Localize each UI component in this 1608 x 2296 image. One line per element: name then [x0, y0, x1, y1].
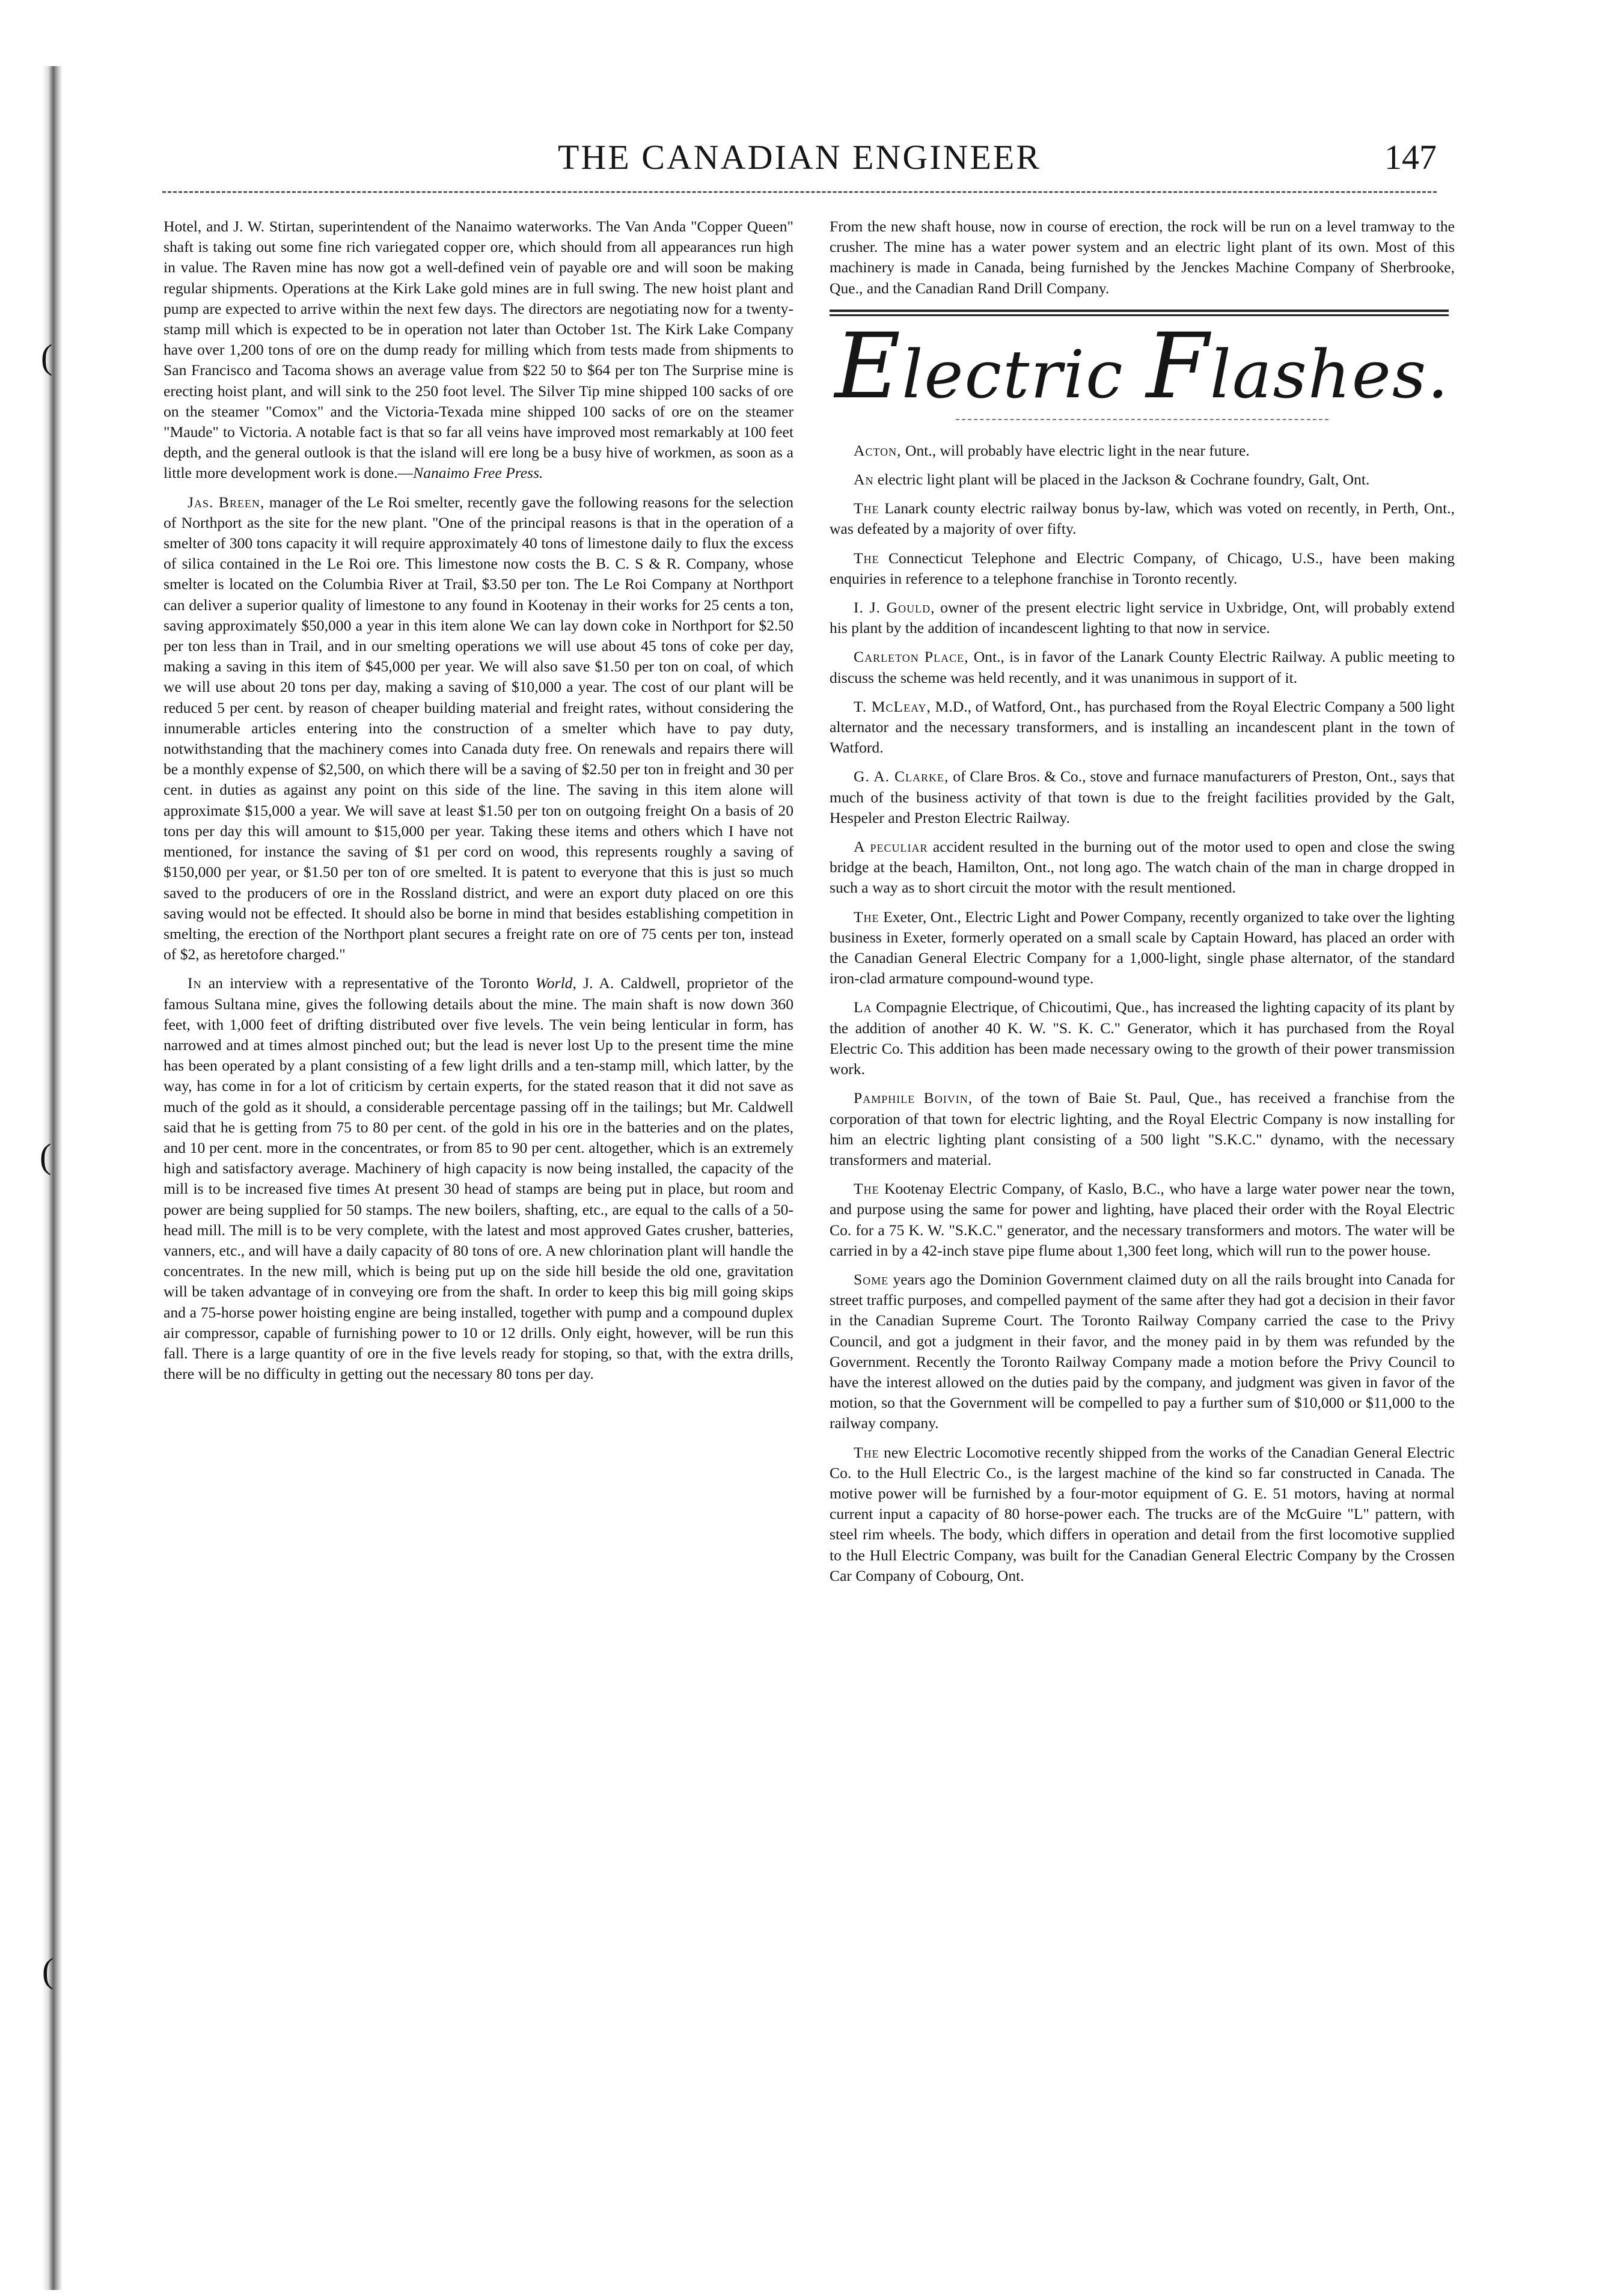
news-item-lead: Acton,	[854, 441, 902, 459]
news-item-text: Kootenay Electric Company, of Kaslo, B.C., who have a large water power near the town, and purpose using the same for power and lighting, have placed their order with the Royal Electric Co. for a 75 K. W. "S.K.C." generator, and the necessary transformers and motors. The water will be carried in by a 42-inch stave pipe flume about 1,300 feet long, which will run to the power house.	[830, 1180, 1455, 1259]
news-item-text: Exeter, Ont., Electric Light and Power Company, recently organized to take over the lighting business in Exeter, formerly operated on a small scale by Captain Howard, has placed an order with the Canadian General Electric Company for a 1,000-light, single phase alternator, of the standard iron-clad armature compound-wound type.	[830, 908, 1455, 988]
news-item-lead: G. A. Clarke,	[854, 768, 949, 786]
news-item-lead: I. J. Gould,	[854, 599, 935, 617]
news-item-text: M.D., of Watford, Ont., has purchased from the Royal Electric Company a 500 light alternator and the necessary transformers, and is installing an incandescent plant in the town of Watford.	[830, 697, 1455, 757]
news-item-text: Lanark county electric railway bonus by-law, which was voted on recently, in Perth, Ont., was defeated by a majority of over fifty.	[830, 499, 1455, 538]
news-item-text: electric light plant will be placed in the Jackson & Cochrane foundry, Galt, Ont.	[873, 471, 1370, 489]
news-item-lead: Carleton Place,	[854, 648, 969, 666]
news-item-text: Connecticut Telephone and Electric Company, of Chicago, U.S., have been making enquiries in reference to a telephone franchise in Toronto recently.	[830, 549, 1455, 587]
news-item-lead: An	[854, 471, 874, 489]
news-item-lead: La	[854, 998, 872, 1016]
news-item	[830, 997, 1455, 1079]
news-item	[830, 441, 1455, 461]
source-credit: Nanaimo Free Press.	[413, 464, 543, 482]
page-number: 147	[1384, 138, 1437, 177]
news-item-text: Ont., will probably have electric light in the near future.	[901, 441, 1250, 459]
section-divider	[830, 310, 1449, 316]
margin-mark: (	[42, 1951, 54, 1990]
margin-mark: (	[41, 337, 53, 376]
news-item	[830, 766, 1455, 828]
paragraph-lead: Jas. Breen,	[188, 493, 265, 511]
article-paragraph: In an interview with a representative of the Toronto World, J. A. Caldwell, proprietor of the famous Sultana mine, gives the following details about the mine. The main shaft is now down 360 feet, with 1,000 feet of drifting distributed over five levels. The vein being lenticular in form, has narrowed and at times almost pinched out; but the lead is never lost Up to the present time the mine has been operated by a plant consisting of a few light drills and a ten-stamp mill, which latter, by the way, has come in for a lot of criticism by certain experts, for the stated reason that it did not save as much of the gold as it should, a considerable percentage passing off in the tailings; but Mr. Caldwell said that he is getting from 75 to 80 per cent. of the gold in his ore in the batteries and on the plates, and 10 per cent. more in the concentrates, or from 85 to 90 per cent. altogether, which is an extremely high and satisfactory average. Machinery of high capacity is now being installed, the capacity of the mill is to be increased five times At present 30 head of stamps are being put in place, but room and power are being supplied for 50 stamps. The new boilers, shafting, etc., are equal to the calls of a 50-head mill. The mill is to be very complete, with the latest and most approved Gates crusher, batteries, vanners, etc., and will have a daily capacity of 80 tons of ore. A new chlorination plant will handle the concentrates. In the new mill, which is being put up on the side hill beside the old one, gravitation will be taken advantage of in conveying ore from the shaft. In order to keep this big mill going skips and a 75-horse power hoisting engine are being installed, together with pump and a compound duplex air compressor, capable of furnishing power to 10 or 12 drills. Only eight, however, will be run this fall. There is a large quantity of ore in the five levels ready for stoping, so that, with the extra drills, there will be no difficulty in getting out the necessary 80 tons per day.	[164, 974, 793, 1383]
news-item-lead: The	[854, 908, 879, 926]
left-column	[164, 216, 793, 1384]
paragraph-lead: In	[188, 974, 202, 992]
news-item-text: owner of the present electric light service in Uxbridge, Ont, will probably extend his plant by the addition of incandescent lighting to that now in service.	[830, 599, 1455, 637]
header-rule	[162, 191, 1437, 193]
news-item	[830, 907, 1455, 989]
news-item	[830, 469, 1455, 490]
article-paragraph: Jas. Breen, manager of the Le Roi smelter, recently gave the following reasons for the selection of Northport as the site for the new plant. "One of the principal reasons is that in the operation of a smelter of 300 tons capacity it will require approximately 40 tons of limestone daily to flux the excess of silica contained in the Le Roi ore. This limestone now costs the B. C. S & R. Company, whose smelter is located on the Columbia River at Trail, $3.50 per ton. The Le Roi Company at Northport can deliver a superior quality of limestone to any found in Kootenay in their works for 25 cents a ton, saving approximately $50,000 a year in this item alone We can lay down coke in Northport for $2.50 per ton less than in Trail, and in our smelting operations we will use about 45 tons of coke per day, making a saving in this item of $45,000 per year. We will also save $1.50 per ton on coal, of which we will use about 20 tons per day, making a saving of $10,000 a year. The cost of our plant will be reduced 5 per cent. by reason of cheaper building material and freight rates, without considering the innumerable articles entering into the construction of a smelter which have to pay duty, notwithstanding that the machinery comes into Canada duty free. On renewals and repairs there will be a monthly expense of $2,500, on which there will be a saving of $2.50 per ton in freight and 30 per cent. in duties as against any point on this side of the line. The saving in this item alone will approximate $15,000 a year. We will save at least $1.50 per ton on outgoing freight On a basis of 20 tons per day this will amount to $15,000 per year. Taking these items and others which I have not mentioned, for instance the saving of $1 per cord on wood, this represents roughly a saving of $150,000 per year, or $1.50 per ton of ore smelted. It is patent to everyone that this is just so much saved to the producers of ore in the Rossland district, and were an export duty placed on ore this saving would not be effected. It should also be borne in mind that besides establishing competition in smelting, the erection of the Northport plant secures a freight rate on ore of 75 cents per ton, instead of $2, as heretofore charged."	[164, 493, 793, 963]
news-item	[830, 597, 1455, 638]
news-item	[830, 1443, 1455, 1586]
news-item-lead: Pamphile Boivin,	[854, 1089, 973, 1107]
news-item	[830, 647, 1455, 688]
section-heading: Electric Flashes.	[834, 314, 1450, 419]
news-item-text: Ont., is in favor of the Lanark County Electric Railway. A public meeting to discuss the scheme was held recently, and it was unanimous in support of it.	[830, 648, 1455, 686]
news-item-text: years ago the Dominion Government claimed duty on all the rails brought into Canada for street traffic purposes, and compelled payment of the same after they had got a decision in their favor in the Canadian Supreme Court. The Toronto Railway Company carried the case to the Privy Council, and got a judgment in their favor, and the money paid in by them was refunded by the Government. Recently the Toronto Railway Company made a motion before the Privy Council to have the interest allowed on the duties paid by the company, and judgment was given in favor of the motion, so that the Government will be compelled to pay a further sum of $10,000 or $11,000 to the railway company.	[830, 1270, 1455, 1432]
news-item-lead: Some	[854, 1270, 889, 1288]
news-item-lead: T. McLeay,	[854, 697, 931, 715]
news-item	[830, 498, 1455, 539]
news-item-lead: A peculiar	[854, 838, 928, 856]
news-item	[830, 697, 1455, 759]
news-item	[830, 1088, 1455, 1170]
news-item-lead: The	[854, 1443, 879, 1461]
news-item	[830, 837, 1455, 899]
news-item	[830, 1269, 1455, 1434]
news-item-lead: The	[854, 1180, 879, 1198]
page-header	[162, 137, 1437, 191]
journal-title: THE CANADIAN ENGINEER	[557, 138, 1041, 177]
news-item-text: new Electric Locomotive recently shipped from the works of the Canadian General Electric Co. to the Hull Electric Co., is the largest machine of the kind so far constructed in Canada. The motive power will be furnished by a four-motor equipment of G. E. 51 motors, having at normal current input a capacity of 80 horse-power each. The trucks are of the McGuire "L" pattern, with steel rim wheels. The body, which differs in operation and detail from the first locomotive supplied to the Hull Electric Company, was built for the Canadian General Electric Company by the Crossen Car Company of Cobourg, Ont.	[830, 1443, 1455, 1584]
news-item-text: accident resulted in the burning out of the motor used to open and close the swing bridge at the beach, Hamilton, Ont., not long ago. The watch chain of the man in charge dropped in such a way as to short circuit the motor with the result mentioned.	[830, 838, 1455, 897]
news-item	[830, 548, 1455, 589]
news-item-lead: The	[854, 499, 879, 518]
news-items	[830, 441, 1455, 1586]
heading-rule	[956, 419, 1328, 420]
news-item-text: of Clare Bros. & Co., stove and furnace manufacturers of Preston, Ont., says that much of the business activity of that town is due to the freight facilities provided by the Galt, Hespeler and Preston Electric Railway.	[830, 768, 1455, 826]
margin-mark: (	[40, 1137, 52, 1176]
article-paragraph: Hotel, and J. W. Stirtan, superintendent of the Nanaimo waterworks. The Van Anda "Copper Queen" shaft is taking out some fine rich variegated copper ore, which should from all appearances run high in value. The Raven mine has now got a well-defined vein of payable ore and will soon be making regular shipments. Operations at the Kirk Lake gold mines are in full swing. The new hoist plant and pump are expected to arrive within the next few days. The directors are negotiating now for a twenty-stamp mill which is expected to be in operation not later than October 1st. The Kirk Lake Company have over 1,200 tons of ore on the dump ready for milling which from tests made from shipments to San Francisco and Tacoma shows an average value from $22 50 to $64 per ton The Surprise mine is erecting hoist plant, and will sink to the 250 foot level. The Silver Tip mine shipped 100 sacks of ore on the steamer "Comox" and the Victoria-Texada mine shipped 100 sacks of ore on the steamer "Maude" to Victoria. A notable fact is that so far all veins have improved most remarkably at 100 feet depth, and the general outlook is that the island will ere long be a busy hive of workmen, as soon as a little more development work is done.—Nanaimo Free Press.	[164, 218, 793, 482]
right-column	[830, 216, 1455, 1586]
news-item	[830, 1179, 1455, 1261]
article-paragraph: From the new shaft house, now in course of erection, the rock will be run on a level tramway to the crusher. The mine has a water power system and an electric light plant of its own. Most of this machinery is made in Canada, being furnished by the Jenckes Machine Company of Sherbrooke, Que., and the Canadian Rand Drill Company.	[830, 218, 1455, 297]
news-item-text: of the town of Baie St. Paul, Que., has received a franchise from the corporation of that town for electric lighting, and the Royal Electric Company is now installing for him an electric lighting plant consisting of a 500 light "S.K.C." dynamo, with the necessary transformers and material.	[830, 1089, 1455, 1168]
news-item-lead: The	[854, 549, 879, 567]
news-item-text: Compagnie Electrique, of Chicoutimi, Que., has increased the lighting capacity of its plant by the addition of another 40 K. W. "S. K. C." Generator, which it has purchased from the Royal Electric Co. This addition has been made necessary owing to the growth of their power transmission work.	[830, 998, 1455, 1078]
